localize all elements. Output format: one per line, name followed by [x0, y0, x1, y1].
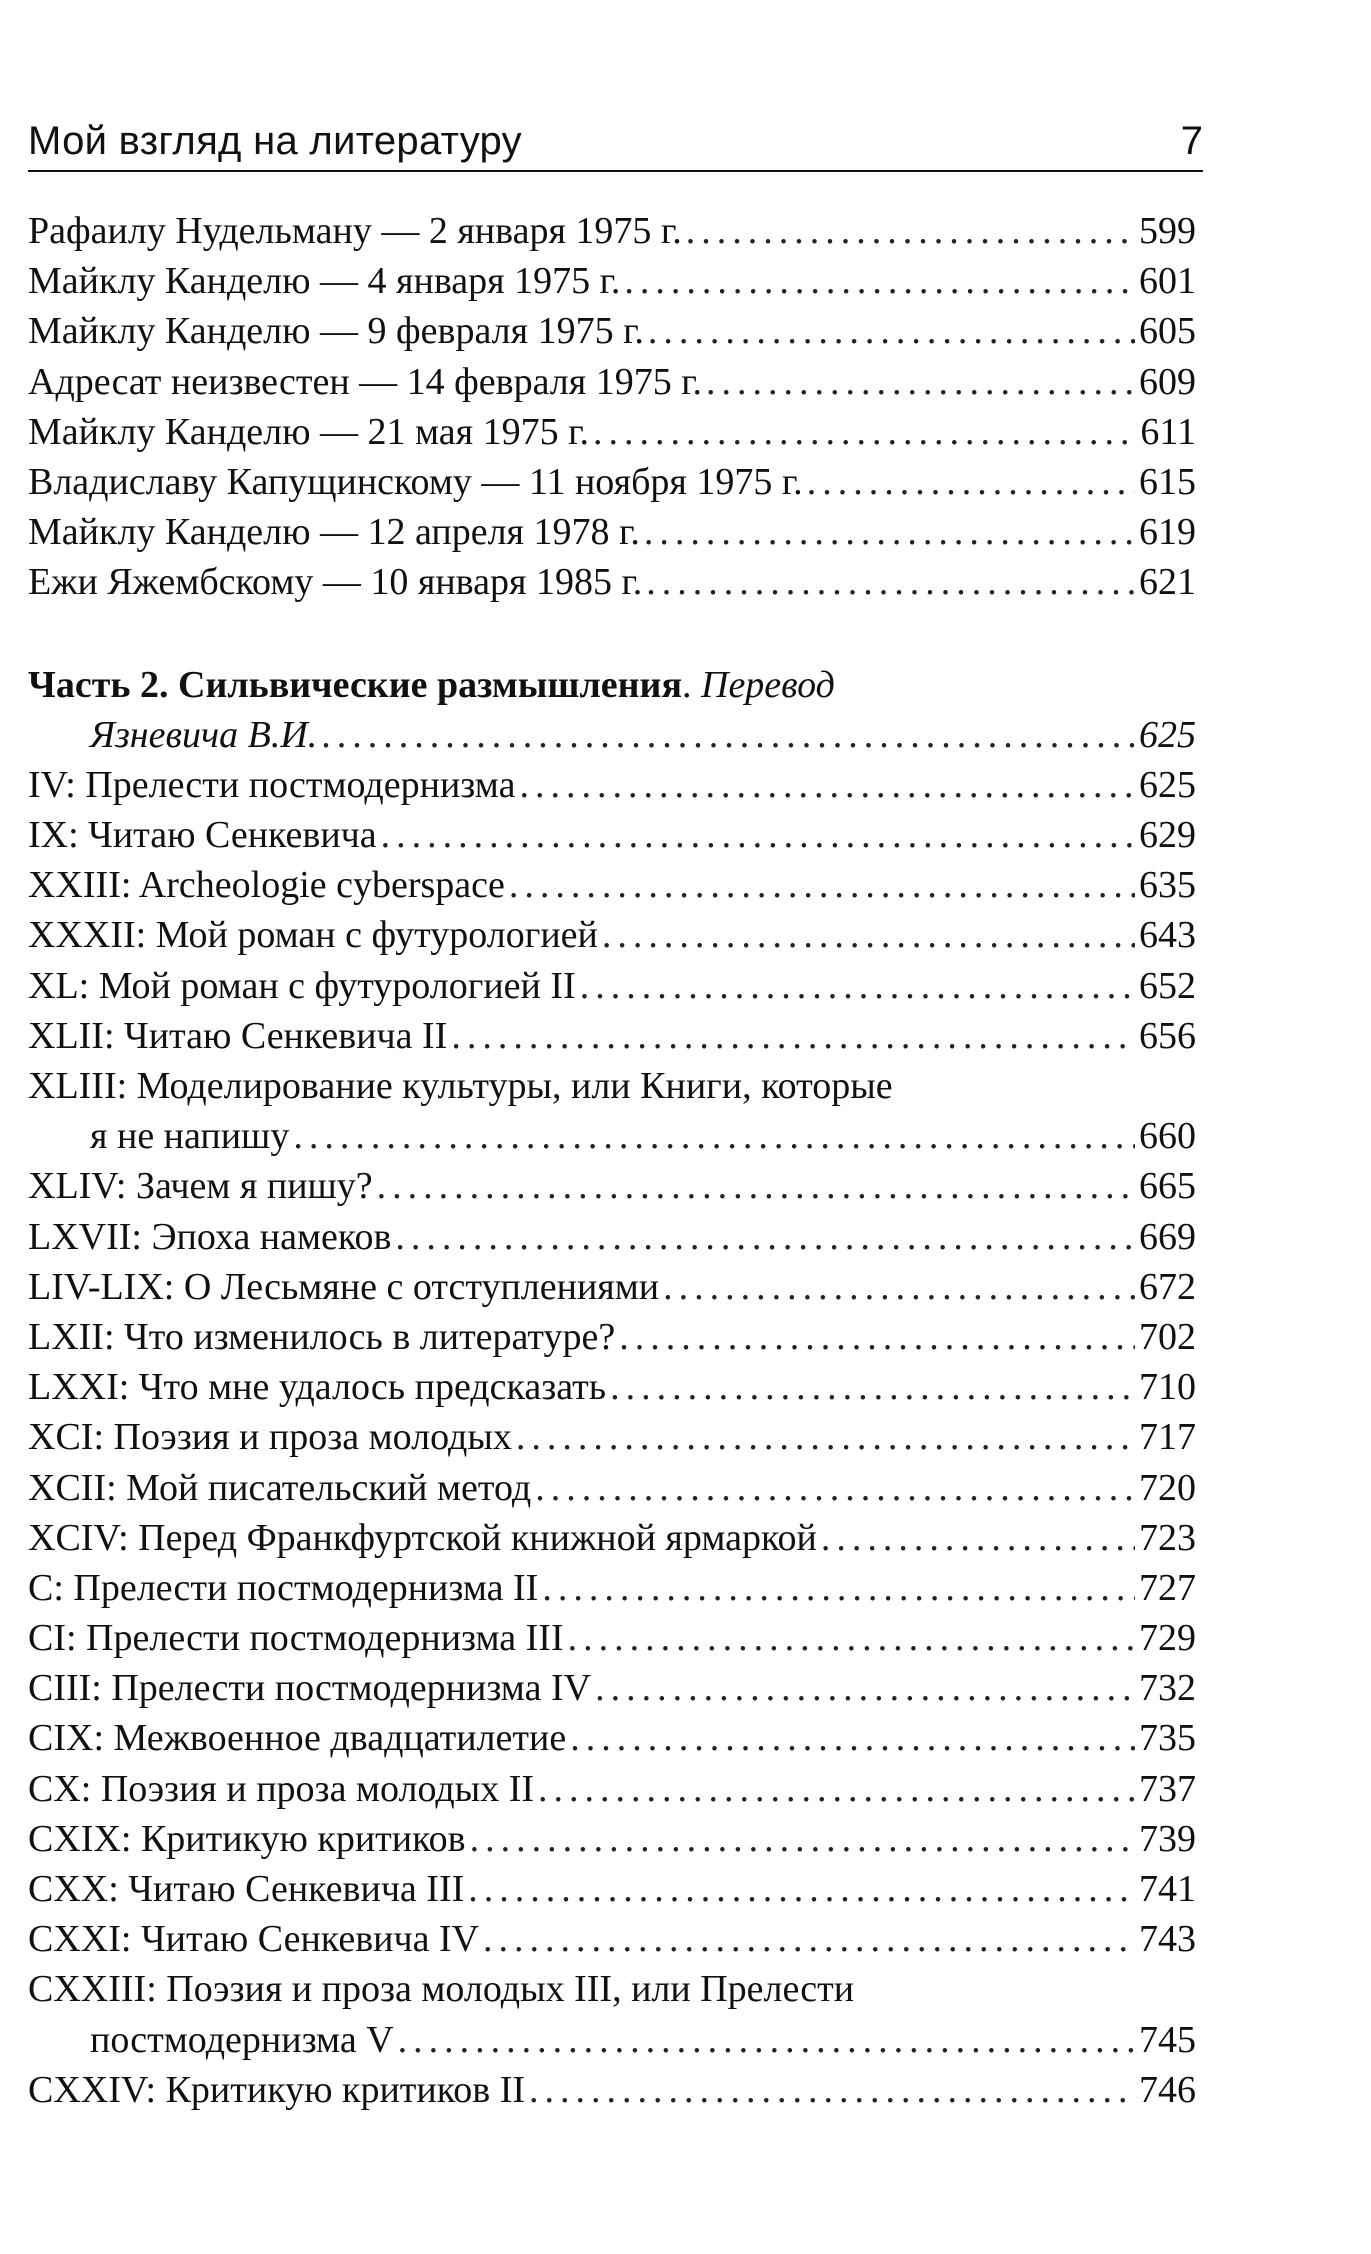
leader-dots	[624, 256, 1135, 306]
leader-dots	[470, 1814, 1135, 1864]
toc-entry[interactable]	[28, 357, 1196, 407]
entry-page: 732	[1139, 1667, 1196, 1710]
entry-title: XLII: Читаю Сенкевича II	[28, 1014, 448, 1057]
leader-dots	[593, 407, 1136, 457]
entry-title: XXIII: Archeologie cyberspace	[28, 864, 505, 907]
toc-entry[interactable]	[28, 206, 1196, 256]
entry-page: 735	[1139, 1717, 1196, 1760]
toc-entry-multiline[interactable]	[28, 1061, 1196, 1111]
running-title: Мой взгляд на литературу	[28, 119, 522, 163]
leader-dots	[451, 1011, 1135, 1061]
entry-page: 669	[1139, 1215, 1196, 1258]
entry-page: 635	[1139, 864, 1196, 907]
entry-page: 741	[1139, 1868, 1196, 1910]
part-title: Часть 2. Сильвические размышления	[28, 663, 682, 706]
leader-dots	[648, 306, 1135, 356]
leader-dots	[644, 507, 1135, 557]
entry-page: 743	[1139, 1918, 1196, 1961]
toc-entry[interactable]	[28, 1262, 1196, 1312]
leader-dots	[509, 860, 1135, 910]
toc-entry[interactable]	[28, 1914, 1196, 1964]
entry-title: Майклу Канделю — 21 мая 1975 г.	[28, 410, 589, 453]
leader-dots	[529, 2065, 1135, 2115]
entry-page: 609	[1139, 360, 1196, 403]
toc-entry[interactable]	[28, 1764, 1196, 1814]
entry-page: 619	[1139, 511, 1196, 554]
entry-page: 702	[1139, 1315, 1196, 1358]
toc-entry[interactable]	[28, 760, 1196, 810]
entry-title: Майклу Канделю — 9 февраля 1975 г.	[28, 310, 644, 353]
leader-dots	[807, 457, 1135, 507]
entry-page: 746	[1139, 2068, 1196, 2111]
toc-entry[interactable]	[28, 1011, 1196, 1061]
leader-dots	[568, 1613, 1135, 1663]
entry-page: 629	[1139, 814, 1196, 857]
leader-dots	[293, 1111, 1135, 1161]
toc-entry[interactable]	[28, 1713, 1196, 1763]
toc-entry[interactable]	[28, 810, 1196, 860]
translation-label: Перевод	[701, 663, 835, 706]
leader-dots	[377, 1161, 1135, 1211]
entry-title: Адресат неизвестен — 14 февраля 1975 г.	[28, 360, 703, 403]
leader-dots	[663, 1262, 1135, 1312]
entry-page: 605	[1139, 310, 1196, 353]
entry-title: CIX: Межвоенное двадцатилетие	[28, 1717, 567, 1760]
entry-title: LXXI: Что мне удалось предсказать	[28, 1366, 607, 1409]
leader-dots	[602, 910, 1135, 960]
entry-page: 710	[1139, 1366, 1196, 1409]
entry-page: 625	[1139, 713, 1196, 756]
entry-page: 601	[1139, 260, 1196, 303]
toc-entry[interactable]	[28, 2065, 1196, 2115]
entry-title: XXXII: Мой роман с футурологией	[28, 914, 598, 957]
entry-title: LXII: Что изменилось в литературе?	[28, 1315, 616, 1358]
entry-title: C: Прелести постмодернизма II	[28, 1566, 539, 1609]
entry-title: Владиславу Капущинскому — 11 ноября 1975 г.	[28, 460, 803, 503]
entry-page: 729	[1139, 1617, 1196, 1660]
toc-entry[interactable]	[28, 407, 1196, 457]
toc-entry[interactable]	[28, 1212, 1196, 1262]
entry-page: 723	[1139, 1516, 1196, 1559]
entry-page: 717	[1139, 1416, 1196, 1459]
toc-entry[interactable]	[28, 507, 1196, 557]
toc-entry[interactable]	[28, 1663, 1196, 1713]
entry-title-line1: CXXIII: Поэзия и проза молодых III, или Прелести	[28, 1968, 855, 2011]
leader-dots	[398, 2015, 1135, 2065]
entry-page: 615	[1139, 460, 1196, 503]
leader-dots	[542, 1563, 1135, 1613]
entry-page: 739	[1139, 1817, 1196, 1860]
page-number: 7	[1180, 119, 1203, 163]
entry-page: 672	[1139, 1265, 1196, 1308]
entry-title: CXXIV: Критикую критиков II	[28, 2068, 526, 2111]
entry-page: 737	[1139, 1767, 1196, 1810]
toc-entry[interactable]	[28, 557, 1196, 607]
toc-entry[interactable]	[28, 860, 1196, 910]
entry-title: XLIV: Зачем я пишу?	[28, 1165, 373, 1208]
toc-entry[interactable]	[28, 1613, 1196, 1663]
toc-entry[interactable]	[28, 306, 1196, 356]
entry-title: Рафаилу Нудельману — 2 января 1975 г.	[28, 210, 682, 252]
leader-dots	[646, 557, 1135, 607]
essays-list	[28, 760, 1196, 2115]
leader-dots	[821, 1513, 1135, 1563]
leader-dots	[706, 357, 1135, 407]
leader-dots	[519, 760, 1135, 810]
entry-page: 652	[1139, 964, 1196, 1007]
toc-entry[interactable]	[28, 961, 1196, 1011]
entry-page: 643	[1139, 914, 1196, 957]
entry-title: Майклу Канделю — 12 апреля 1978 г.	[28, 511, 640, 554]
leader-dots	[516, 1412, 1135, 1462]
leader-dots	[580, 961, 1135, 1011]
toc-entry[interactable]	[28, 457, 1196, 507]
toc-entry[interactable]	[28, 1412, 1196, 1462]
toc-entry[interactable]	[28, 1312, 1196, 1362]
entry-page: 720	[1139, 1466, 1196, 1509]
entry-page: 625	[1139, 763, 1196, 806]
leader-dots	[595, 1663, 1135, 1713]
entry-page: 660	[1139, 1115, 1196, 1158]
table-of-contents	[28, 206, 1196, 2115]
leader-dots	[321, 710, 1135, 760]
part-heading[interactable]	[28, 660, 1196, 710]
entry-title: CXX: Читаю Сенкевича III	[28, 1868, 465, 1910]
part-title-separator: .	[682, 663, 701, 706]
translator-name: Язневича В.И.	[90, 713, 318, 756]
toc-entry[interactable]	[28, 910, 1196, 960]
part-heading-continuation[interactable]	[28, 710, 1196, 760]
entry-title: XCI: Поэзия и проза молодых	[28, 1416, 512, 1459]
toc-entry[interactable]	[28, 256, 1196, 306]
toc-entry[interactable]	[28, 1814, 1196, 1864]
entry-title: CX: Поэзия и проза молодых II	[28, 1767, 535, 1810]
entry-title: XCII: Мой писательский метод	[28, 1466, 532, 1509]
toc-entry-multiline[interactable]	[28, 1964, 1196, 2014]
entry-title: CI: Прелести постмодернизма III	[28, 1617, 564, 1660]
entry-title: CIII: Прелести постмодернизма IV	[28, 1667, 592, 1710]
toc-entry[interactable]	[28, 1864, 1196, 1914]
toc-entry[interactable]	[28, 1362, 1196, 1412]
entry-title: Майклу Канделю — 4 января 1975 г.	[28, 260, 621, 303]
entry-page: 745	[1139, 2018, 1196, 2061]
section-gap	[28, 608, 1196, 660]
leader-dots	[381, 810, 1135, 860]
toc-entry-continuation[interactable]	[28, 2015, 1196, 2065]
leader-dots	[395, 1212, 1135, 1262]
entry-title-line2: я не напишу	[90, 1115, 290, 1158]
entry-title: LXVII: Эпоха намеков	[28, 1215, 392, 1258]
leader-dots	[570, 1713, 1135, 1763]
entry-page: 611	[1140, 410, 1196, 453]
leader-dots	[535, 1463, 1135, 1513]
toc-entry[interactable]	[28, 1513, 1196, 1563]
entry-title: IV: Прелести постмодернизма	[28, 763, 516, 806]
entry-title-line1: XLIII: Моделирование культуры, или Книги, которые	[28, 1065, 893, 1107]
toc-entry-continuation[interactable]	[28, 1111, 1196, 1161]
toc-entry[interactable]	[28, 1563, 1196, 1613]
entry-page: 727	[1139, 1566, 1196, 1609]
letters-list	[28, 206, 1196, 608]
entry-page: 665	[1139, 1165, 1196, 1208]
toc-entry[interactable]	[28, 1161, 1196, 1211]
entry-title: CXXI: Читаю Сенкевича IV	[28, 1918, 480, 1961]
entry-title: IX: Читаю Сенкевича	[28, 814, 377, 857]
leader-dots	[468, 1864, 1135, 1914]
leader-dots	[610, 1362, 1135, 1412]
entry-title: XCIV: Перед Франкфуртской книжной ярмаркой	[28, 1516, 817, 1559]
entry-title: LIV-LIX: О Лесьмяне с отступлениями	[28, 1265, 660, 1308]
entry-title: XL: Мой роман с футурологией II	[28, 964, 576, 1007]
entry-title: Ежи Яжембскому — 10 января 1985 г.	[28, 561, 643, 604]
leader-dots	[483, 1914, 1135, 1964]
leader-dots	[538, 1764, 1135, 1814]
leader-dots	[686, 206, 1135, 256]
toc-entry[interactable]	[28, 1463, 1196, 1513]
entry-page: 621	[1139, 561, 1196, 604]
entry-title-line2: постмодернизма V	[90, 2018, 394, 2061]
entry-page: 599	[1139, 210, 1196, 252]
running-header	[28, 112, 1203, 172]
entry-title: CXIX: Критикую критиков	[28, 1817, 466, 1860]
leader-dots	[619, 1312, 1135, 1362]
entry-page: 656	[1139, 1014, 1196, 1057]
